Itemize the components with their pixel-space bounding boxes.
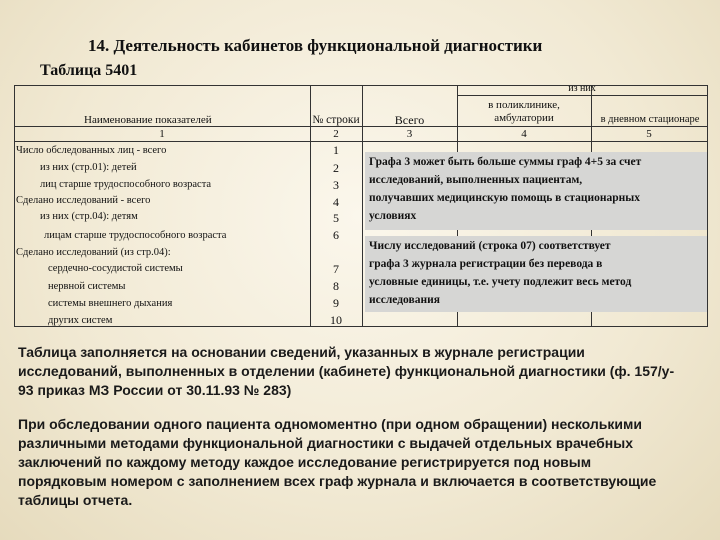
note-line: исследований, выполненных пациентам, xyxy=(369,174,583,186)
note-line: Графа 3 может быть больше суммы граф 4+5 за счет xyxy=(369,156,642,168)
header-of-them: из них xyxy=(568,83,596,94)
note-line: графа 3 журнала регистрации без перевода в xyxy=(369,258,603,270)
note-line: получавших медицинскую помощь в стационарных xyxy=(369,192,641,204)
table-caption: Таблица 5401 xyxy=(40,62,138,79)
paragraph-line: 93 приказ МЗ России от 30.11.93 № 283) xyxy=(18,382,292,398)
paragraph-line: Таблица заполняется на основании сведений, указанных в журнале регистрации xyxy=(18,344,585,360)
paragraph-line: исследований, выполненных в отделении (кабинете) функциональной диагностики (ф. 157/у- xyxy=(18,363,675,379)
table-row-number: 3 xyxy=(333,178,339,192)
table-row-label: сердечно-сосудистой системы xyxy=(48,263,183,274)
header-day-hospital: в дневном стационаре xyxy=(600,114,700,125)
table-row-number: 2 xyxy=(333,161,339,175)
col-number-3: 3 xyxy=(406,128,413,140)
table-row-label: системы внешнего дыхания xyxy=(48,298,173,309)
table-divider xyxy=(14,126,708,127)
table-row-number: 6 xyxy=(333,228,339,242)
col-number-1: 1 xyxy=(159,128,165,140)
col-number-5: 5 xyxy=(646,128,652,140)
table-row-number: 7 xyxy=(333,262,339,276)
paragraph-line: При обследовании одного пациента одномоментно (при одном обращении) несколькими xyxy=(18,416,642,432)
col-number-4: 4 xyxy=(521,128,527,140)
table-row-label: лицам старше трудоспособного возраста xyxy=(44,230,227,241)
instruction-paragraph xyxy=(18,343,708,400)
table-row-number: 1 xyxy=(333,143,339,157)
note-box-column3 xyxy=(365,152,707,230)
paragraph-line: таблицы отчета. xyxy=(18,492,133,508)
note-box-row7 xyxy=(365,236,707,312)
header-outpatient-line1: в поликлинике, xyxy=(488,99,560,111)
table-row-label: лиц старше трудоспособного возраста xyxy=(40,179,212,190)
table-row-number: 10 xyxy=(330,313,342,327)
note-line: исследования xyxy=(369,294,440,306)
header-name: Наименование показателей xyxy=(84,114,212,126)
paragraph-line: порядковым номером с заполнением всех граф журнала и включается в соответствующие xyxy=(18,473,657,489)
table-row-label: из них (стр.01): детей xyxy=(40,162,137,173)
table-row-number: 8 xyxy=(333,279,339,293)
paragraph-line: различными методами функциональной диагностики с выдачей отдельных врачебных xyxy=(18,435,633,451)
note-line: условиях xyxy=(369,210,417,222)
header-row-no: № строки xyxy=(312,114,360,126)
paragraph-line: заключений по каждому методу каждое исследование регистрируется под новым xyxy=(18,454,592,470)
table-row-label: нервной системы xyxy=(48,281,126,292)
page-title: 14. Деятельность кабинетов функциональной диагностики xyxy=(88,36,543,55)
table-row-label: других систем xyxy=(48,315,113,326)
table-border-left xyxy=(14,85,15,327)
table-row-number: 5 xyxy=(333,211,339,225)
col-number-2: 2 xyxy=(333,128,339,140)
table-divider xyxy=(457,95,708,96)
note-line: Числу исследований (строка 07) соответствует xyxy=(369,240,611,252)
table-row-number: 9 xyxy=(333,296,339,310)
rule-paragraph xyxy=(18,415,708,510)
report-table xyxy=(14,85,708,327)
table-row-label: Сделано исследований - всего xyxy=(16,195,151,206)
table-row-label: Сделано исследований (из стр.04): xyxy=(16,247,171,258)
header-outpatient-line2: амбулатории xyxy=(494,112,554,124)
note-line: условные единицы, т.е. учету подлежит весь метод xyxy=(369,276,632,288)
header-total: Всего xyxy=(394,113,425,127)
table-divider xyxy=(14,141,708,142)
table-row-label: Число обследованных лиц - всего xyxy=(16,145,167,156)
table-row-label: из них (стр.04): детям xyxy=(40,211,138,222)
table-row-number: 4 xyxy=(333,195,339,209)
